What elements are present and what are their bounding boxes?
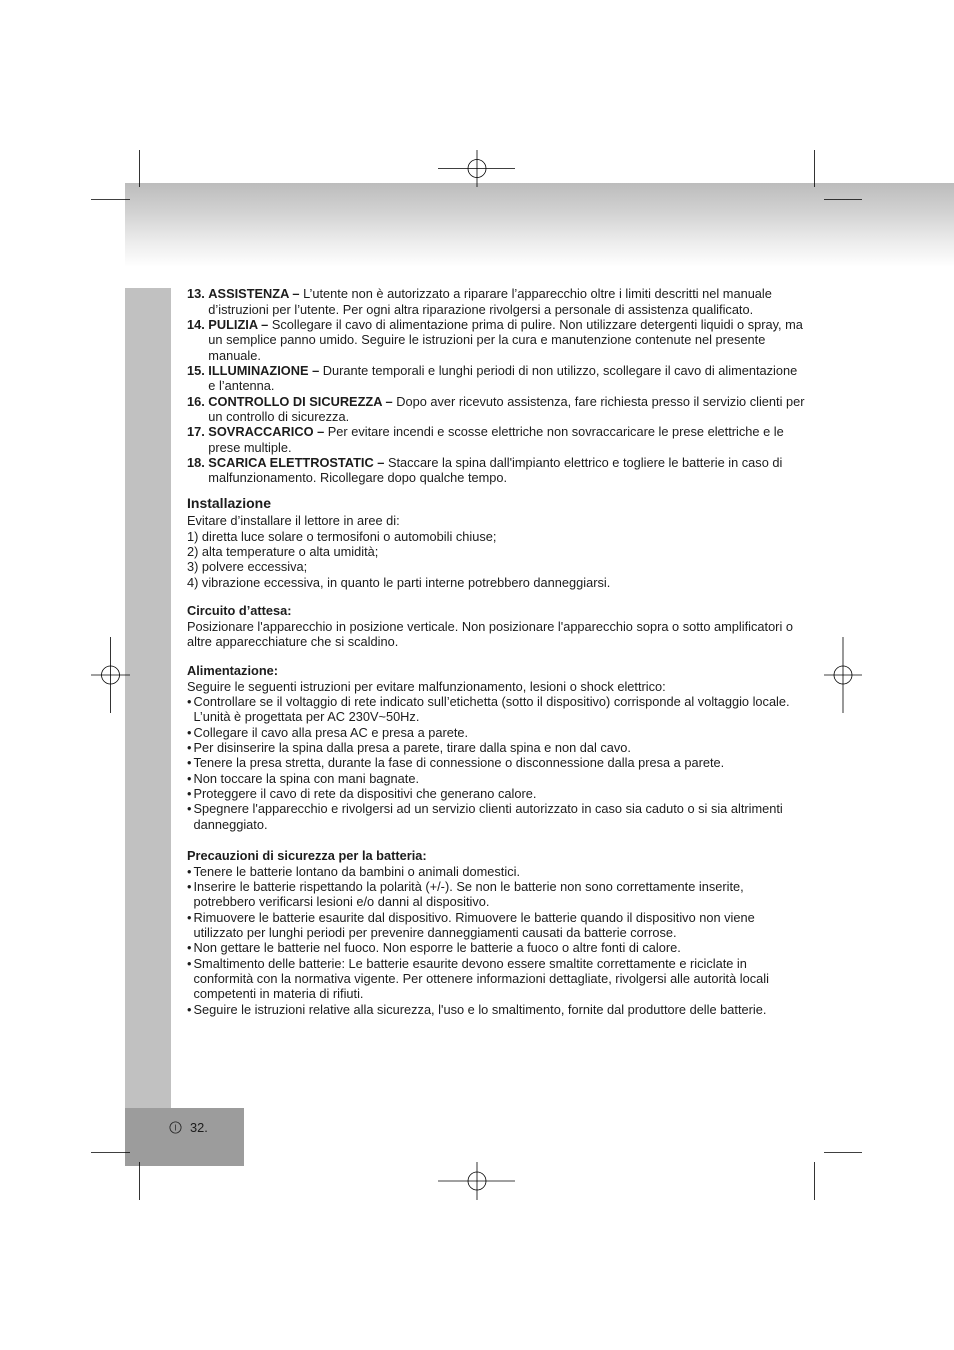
item-text-line: e l’antenna. — [208, 378, 275, 394]
item-text-line: prese multiple. — [208, 439, 292, 455]
item-number: 17. — [187, 424, 205, 440]
header-gradient-band — [125, 183, 954, 267]
bullet-item — [187, 786, 790, 801]
item-title: SOVRACCARICO – — [208, 424, 325, 440]
section-heading-batteria: Precauzioni di sicurezza per la batteria: — [187, 848, 427, 864]
bullet-marker: • — [187, 909, 192, 925]
safety-item-16 — [187, 394, 805, 425]
item-text: Dopo aver ricevuto assistenza, fare richiesta presso il servizio clienti per — [396, 393, 805, 409]
bullet-body — [194, 801, 783, 832]
bullet-item — [187, 755, 790, 770]
item-number: 18. — [187, 455, 205, 471]
item-title: PULIZIA – — [208, 316, 269, 332]
bullet-body — [194, 1002, 767, 1017]
bullet-line: competenti in materia di rifiuti. — [193, 986, 364, 1002]
bullet-line: L’unità è progettata per AC 230V~50Hz. — [193, 709, 420, 725]
bullet-line: Smaltimento delle batterie: Le batterie esaurite devono essere smaltite correttamente e riciclate in — [193, 955, 747, 971]
item-line — [208, 363, 797, 378]
bullet-line: Controllare se il voltaggio di rete indicato sull’etichetta (sotto il dispositivo) corrisponde al voltaggio locale. — [193, 693, 790, 709]
item-title: SCARICA ELETTROSTATIC – — [208, 455, 385, 471]
page-number-area — [169, 1120, 208, 1135]
bullet-marker: • — [187, 878, 192, 894]
bullet-marker: • — [187, 940, 192, 956]
safety-item-18 — [187, 455, 805, 486]
section-installazione — [187, 513, 610, 590]
bullet-item — [187, 771, 790, 786]
safety-item-17 — [187, 424, 805, 455]
item-text-line: un semplice panno umido. Seguire le istruzioni per la cura e manutenzione contenute nel presente — [208, 332, 766, 348]
item-line — [208, 424, 783, 439]
bullet-line: Per disinserire la spina dalla presa a parete, tirare dalla spina e non dal cavo. — [193, 740, 631, 756]
item-title: ASSISTENZA – — [208, 286, 300, 302]
bullet-body — [194, 786, 537, 801]
item-number: 15. — [187, 363, 205, 379]
section-batteria — [187, 848, 769, 1017]
bullet-item — [187, 956, 769, 1002]
bullet-marker: • — [187, 786, 192, 802]
registration-mark-bottom — [438, 1162, 515, 1200]
section-heading-circuito-attesa: Circuito d’attesa: — [187, 603, 292, 619]
bullet-line: Tenere le batterie lontano da bambini o animali domestici. — [193, 863, 521, 879]
bullet-line: conformità con la normativa vigente. Per ottenere informazioni dettagliate, rivolgersi alle autorità locali — [193, 971, 769, 987]
bullet-body — [194, 771, 420, 786]
section-heading-alimentazione: Alimentazione: — [187, 663, 279, 679]
bullet-line: Non toccare la spina con mani bagnate. — [193, 770, 420, 786]
item-text: L’utente non è autorizzato a riparare l’apparecchio oltre i limiti descritti nel manuale — [303, 286, 772, 302]
page-number: 32. — [190, 1120, 208, 1135]
bullet-item — [187, 879, 769, 910]
item-text: Scollegare il cavo di alimentazione prima di pulire. Non utilizzare detergenti liquidi o spray, ma — [271, 316, 803, 332]
language-indicator-icon — [169, 1121, 182, 1134]
installazione-intro: Evitare d’installare il lettore in aree di: — [187, 513, 400, 529]
bullet-marker: • — [187, 755, 192, 771]
item-line — [208, 317, 803, 332]
bullet-item — [187, 940, 769, 955]
installazione-list-item: 3) polvere eccessiva; — [187, 559, 308, 575]
installazione-list-item: 4) vibrazione eccessiva, in quanto le parti interne potrebbero danneggiarsi. — [187, 574, 611, 590]
bullet-item — [187, 801, 790, 832]
language-icon-letter: I — [174, 1123, 177, 1133]
item-line — [208, 455, 782, 470]
bullet-body — [194, 740, 631, 755]
item-title: ILLUMINAZIONE – — [208, 363, 320, 379]
item-body — [208, 286, 772, 317]
bullet-body — [194, 725, 469, 740]
item-title: CONTROLLO DI SICUREZZA – — [208, 393, 393, 409]
left-sidebar-strip — [125, 288, 171, 1108]
item-text: Staccare la spina dall'impianto elettrico e togliere le batterie in caso di — [387, 455, 783, 471]
bullet-item — [187, 1002, 769, 1017]
item-text-line: un controllo di sicurezza. — [208, 409, 350, 425]
bullet-body — [194, 940, 681, 955]
registration-mark-right — [824, 637, 862, 713]
bullet-marker: • — [187, 801, 192, 817]
bullet-line: Inserire le batterie rispettando la polarità (+/-). Se non le batterie non sono correttamente inserite, — [193, 878, 744, 894]
installazione-list-item: 2) alta temperature o alta umidità; — [187, 543, 379, 559]
item-text: Per evitare incendi e scosse elettriche non sovraccaricare le prese elettriche e le — [327, 424, 784, 440]
paragraph-line: Posizionare l'apparecchio in posizione verticale. Non posizionare l'apparecchio sopra o sotto amplificatori o — [187, 618, 793, 634]
bullet-marker: • — [187, 863, 192, 879]
item-text-line: manuale. — [208, 347, 261, 363]
section-alimentazione — [187, 663, 790, 832]
installazione-list-item: 1) diretta luce solare o termosifoni o automobili chiuse; — [187, 528, 497, 544]
bullet-item — [187, 910, 769, 941]
bullet-marker: • — [187, 1001, 192, 1017]
bullet-body — [194, 755, 725, 770]
item-number: 14. — [187, 316, 205, 332]
bullet-body — [194, 694, 790, 725]
bullet-marker: • — [187, 770, 192, 786]
crop-mark-bottom-right — [815, 1153, 863, 1201]
bullet-line: utilizzato per lunghi periodi per prevenire danneggiamenti causati da batterie corrose. — [193, 925, 677, 941]
bullet-line: Rimuovere le batterie esaurite dal dispositivo. Rimuovere le batterie quando il dispositivo non viene — [193, 909, 755, 925]
item-number: 16. — [187, 393, 205, 409]
bullet-line: Non gettare le batterie nel fuoco. Non esporre le batterie a fuoco o altre fonti di calore. — [193, 940, 681, 956]
bullet-item — [187, 740, 790, 755]
bullet-body — [194, 956, 769, 1002]
item-body — [208, 394, 804, 425]
safety-instructions-list — [187, 286, 805, 485]
item-line — [208, 286, 772, 301]
item-body — [208, 424, 783, 455]
alimentazione-intro: Seguire le seguenti istruzioni per evitare malfunzionamento, lesioni o shock elettrico: — [187, 678, 666, 694]
item-number: 13. — [187, 286, 205, 302]
section-circuito-attesa — [187, 603, 793, 649]
page-number-box — [125, 1108, 244, 1166]
bullet-item — [187, 694, 790, 725]
item-text-line: d’istruzioni per l’utente. Per ogni altra riparazione rivolgersi a personale di assistenza qualificato. — [208, 301, 754, 317]
bullet-line: Proteggere il cavo di rete da dispositivi che generano calore. — [193, 786, 537, 802]
bullet-line: potrebbero verificarsi lesioni e/o danni al dispositivo. — [193, 894, 490, 910]
bullet-marker: • — [187, 740, 192, 756]
bullet-line: Collegare il cavo alla presa AC e presa a parete. — [193, 724, 469, 740]
safety-item-14 — [187, 317, 805, 363]
bullet-body — [194, 910, 755, 941]
paragraph-line: altre apparecchiature che si scaldino. — [187, 633, 399, 649]
item-text: Durante temporali e lunghi periodi di non utilizzo, scollegare il cavo di alimentazione — [322, 363, 798, 379]
bullet-item — [187, 725, 790, 740]
safety-item-15 — [187, 363, 805, 394]
bullet-line: Seguire le istruzioni relative alla sicurezza, l'uso e lo smaltimento, fornite dal produttore delle batterie. — [193, 1001, 767, 1017]
safety-item-13 — [187, 286, 805, 317]
bullet-line: Tenere la presa stretta, durante la fase di connessione o disconnessione dalla presa a parete. — [193, 755, 725, 771]
bullet-body — [194, 879, 744, 910]
bullet-item — [187, 864, 769, 879]
bullet-line: danneggiato. — [193, 816, 268, 832]
item-line — [208, 394, 804, 409]
bullet-line: Spegnere l'apparecchio e rivolgersi ad un servizio clienti autorizzato in caso sia caduto o si sia altrimenti — [193, 801, 783, 817]
item-text-line: malfunzionamento. Ricollegare dopo qualche tempo. — [208, 470, 508, 486]
item-body — [208, 317, 803, 363]
item-body — [208, 363, 797, 394]
bullet-marker: • — [187, 955, 192, 971]
bullet-marker: • — [187, 724, 192, 740]
bullet-marker: • — [187, 693, 192, 709]
item-body — [208, 455, 782, 486]
bullet-body — [194, 864, 521, 879]
registration-mark-top — [438, 150, 515, 187]
section-heading-installazione: Installazione — [187, 494, 272, 511]
